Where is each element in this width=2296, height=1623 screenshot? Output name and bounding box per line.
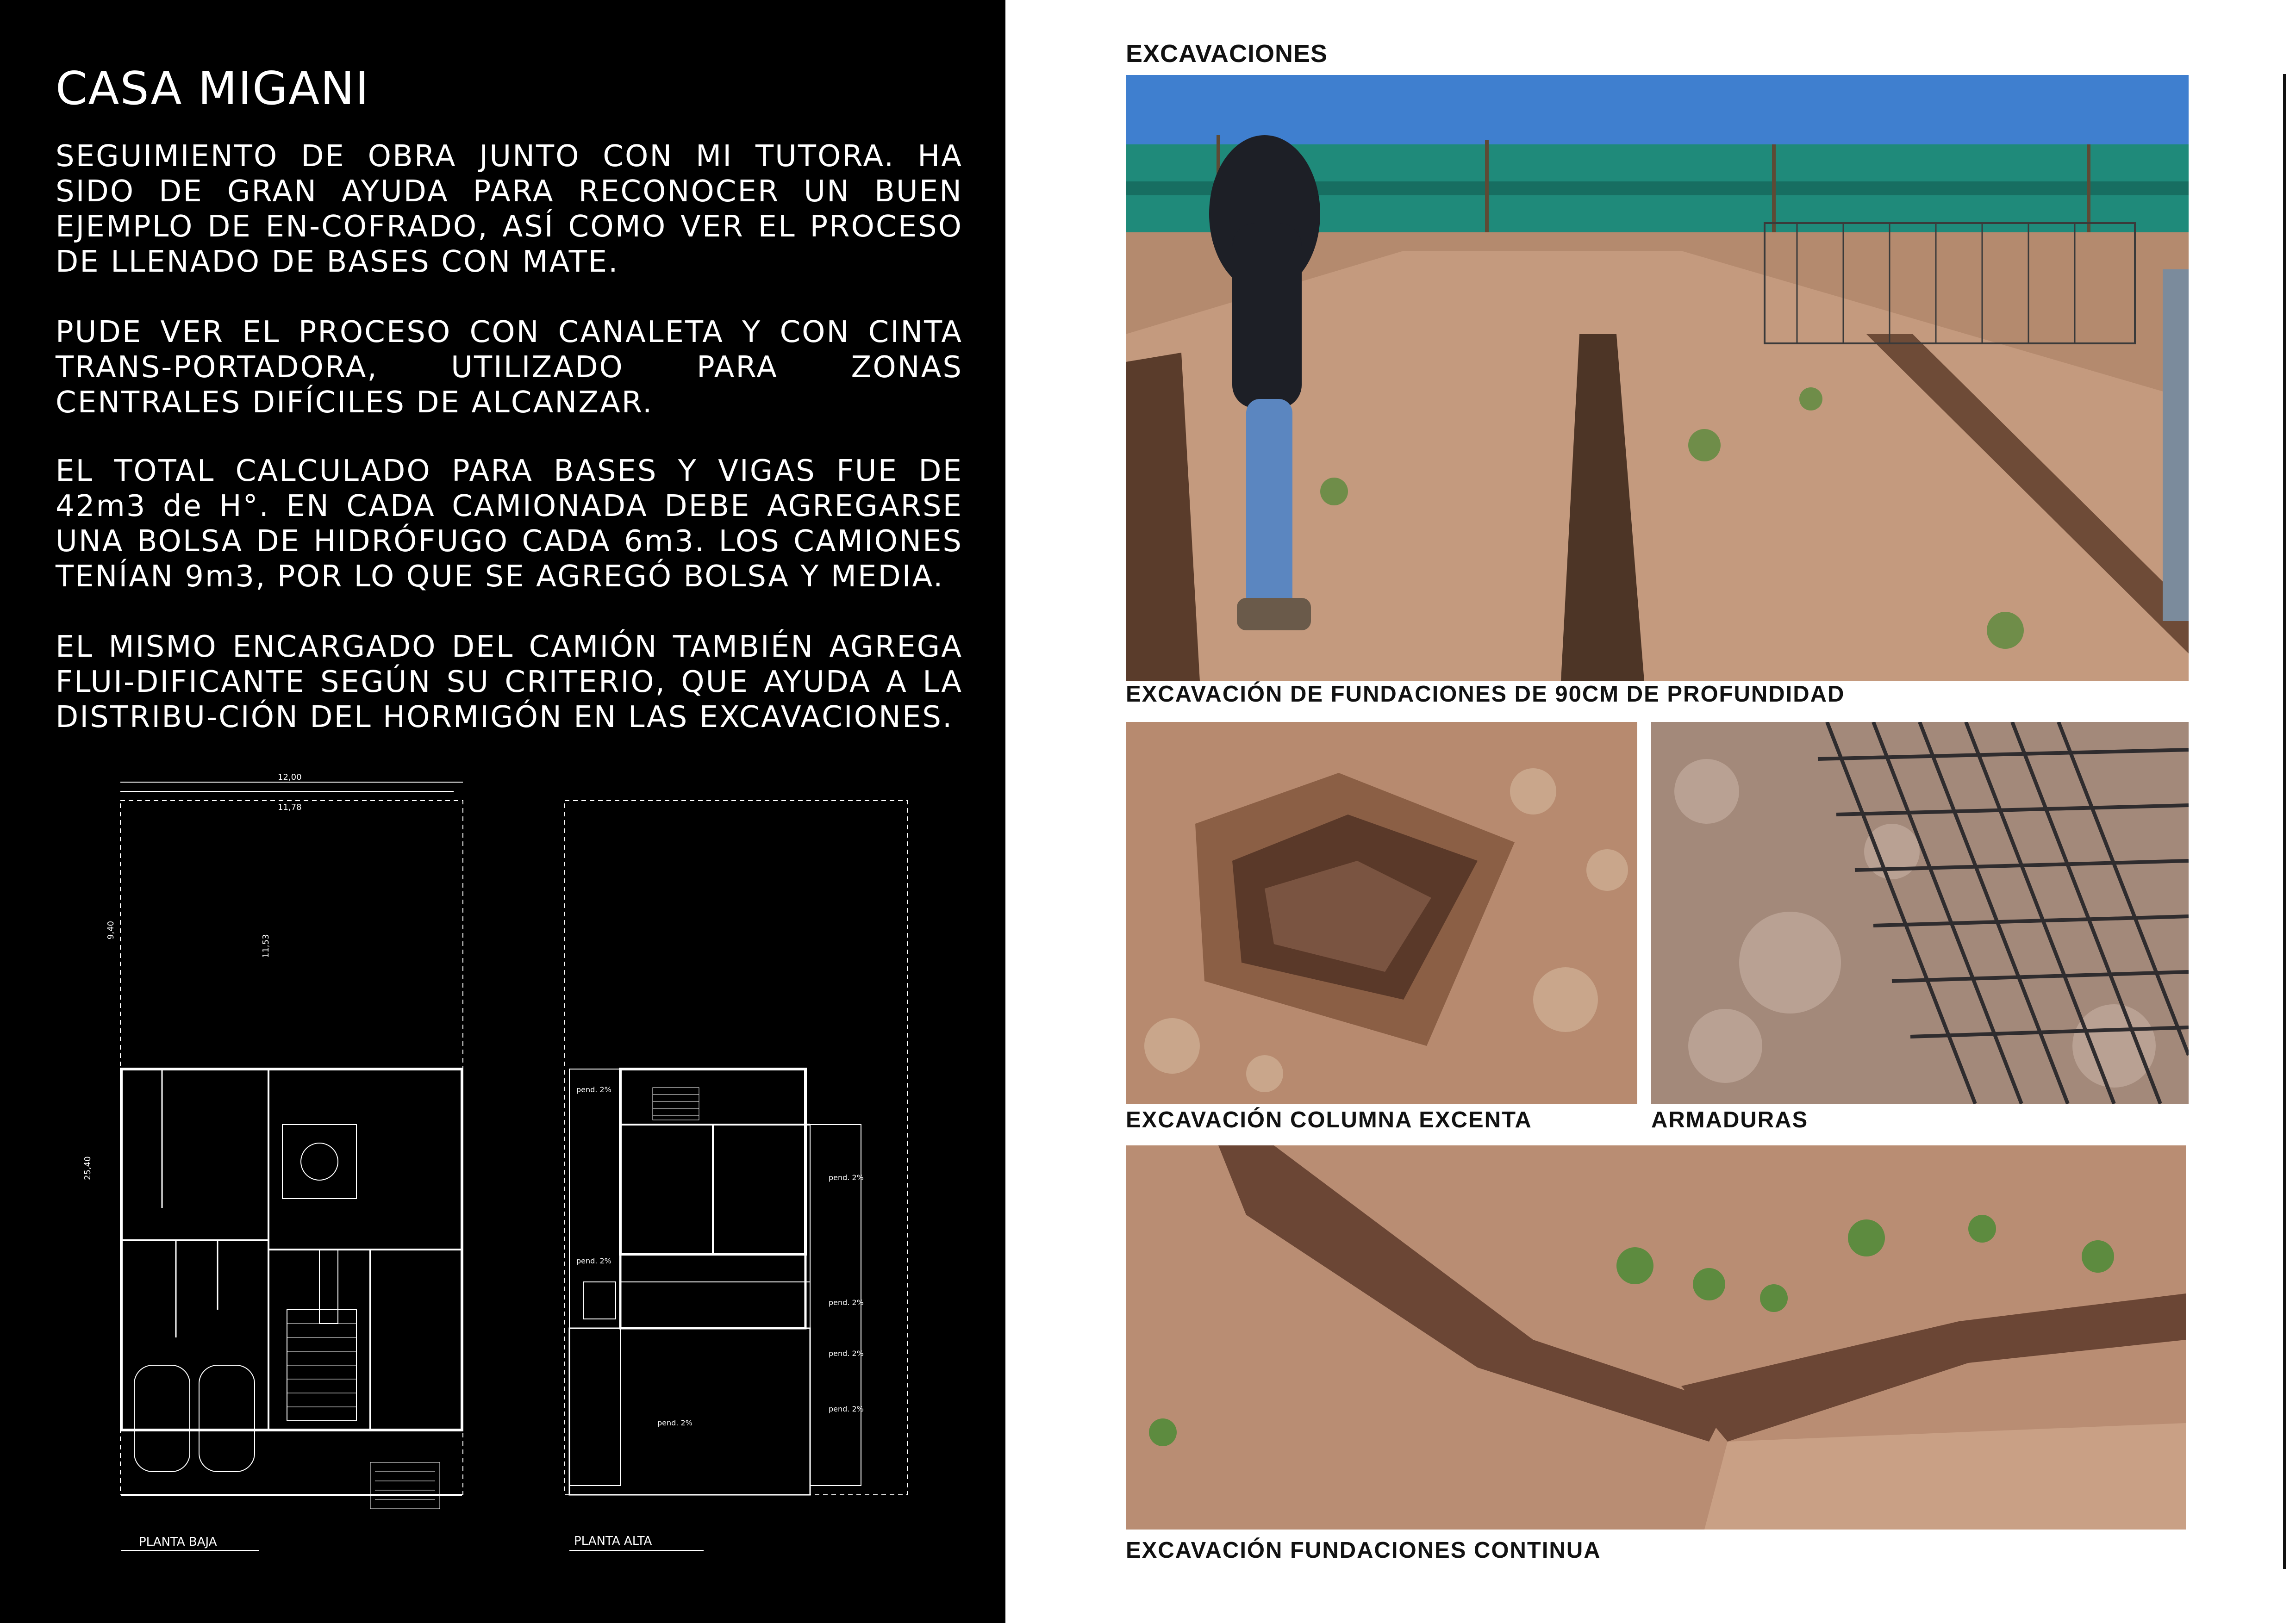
slope-label: pend. 2% xyxy=(829,1298,864,1307)
paragraph-2: PUDE VER EL PROCESO CON CANALETA Y CON CINTA TRANS-PORTADORA, UTILIZADO PARA ZONAS CENTRALES DIFÍCILES DE ALCANZAR. xyxy=(56,315,963,420)
dim-lot-depth: 25,40 xyxy=(83,1156,93,1180)
photo-reinforcement xyxy=(1651,722,2189,1104)
photo-column-excavation xyxy=(1126,722,1637,1104)
dim-front: 9,40 xyxy=(106,920,116,939)
slope-label: pend. 2% xyxy=(829,1405,864,1413)
slope-label: pend. 2% xyxy=(657,1418,693,1427)
caption-photo4: EXCAVACIÓN FUNDACIONES CONTINUA xyxy=(1126,1538,1601,1563)
slope-label: pend. 2% xyxy=(829,1349,864,1358)
upper-floor-plan xyxy=(565,801,907,1550)
photo-continuous-foundation xyxy=(1126,1145,2186,1530)
paragraph-3: EL TOTAL CALCULADO PARA BASES Y VIGAS FUE DE 42m3 de H°. EN CADA CAMIONADA DEBE AGREGARSE UNA BOLSA DE HIDRÓFUGO CADA 6m3. LOS CAMIONES TENÍAN 9m3, POR LO QUE SE AGREGÓ BOLSA Y MEDIA. xyxy=(56,454,963,594)
photo-trench-excavation xyxy=(1126,75,2189,681)
ground-floor-plan xyxy=(83,772,463,1550)
caption-photo1: EXCAVACIÓN DE FUNDACIONES DE 90CM DE PROFUNDIDAD xyxy=(1126,682,1845,707)
dim-width-total: 12,00 xyxy=(278,772,302,782)
ground-floor-label: PLANTA BAJA xyxy=(139,1535,217,1549)
upper-floor-label: PLANTA ALTA xyxy=(574,1534,652,1548)
section-title: EXCAVACIONES xyxy=(1126,40,1328,68)
floor-plans-drawing xyxy=(0,764,1005,1623)
slope-label: pend. 2% xyxy=(576,1256,611,1265)
dim-side: 11,53 xyxy=(261,934,271,958)
page-edge-rule xyxy=(2283,74,2286,1569)
slope-label: pend. 2% xyxy=(576,1085,611,1094)
caption-photo3: ARMADURAS xyxy=(1651,1107,1809,1132)
paragraph-1: SEGUIMIENTO DE OBRA JUNTO CON MI TUTORA. HA SIDO DE GRAN AYUDA PARA RECONOCER UN BUEN EJEMPLO DE EN-COFRADO, ASÍ COMO VER EL PROCESO DE LLENADO DE BASES CON MATE. xyxy=(56,139,963,279)
left-panel xyxy=(0,0,1005,1623)
page-title: CASA MIGANI xyxy=(56,62,370,115)
slope-label: pend. 2% xyxy=(829,1173,864,1182)
paragraph-4: EL MISMO ENCARGADO DEL CAMIÓN TAMBIÉN AGREGA FLUI-DIFICANTE SEGÚN SU CRITERIO, QUE AYUDA A LA DISTRIBU-CIÓN DEL HORMIGÓN EN LAS EXCAVACIONES. xyxy=(56,630,963,734)
caption-photo2: EXCAVACIÓN COLUMNA EXCENTA xyxy=(1126,1107,1532,1132)
dim-width-inner: 11,78 xyxy=(278,802,302,812)
